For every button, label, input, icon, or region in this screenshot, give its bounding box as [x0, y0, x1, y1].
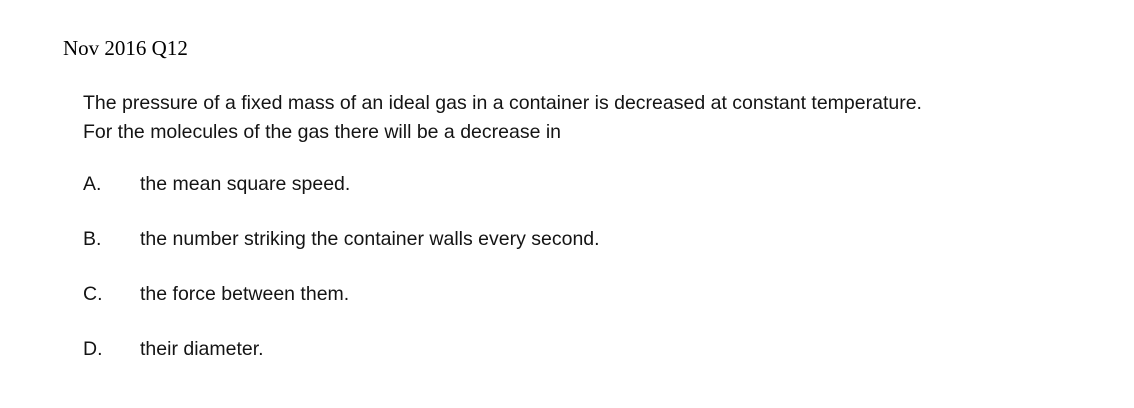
option-text: their diameter. [140, 338, 264, 360]
option-letter: C. [83, 283, 103, 305]
option-letter: A. [83, 173, 102, 195]
option-letter: B. [83, 228, 102, 250]
question-line-1: The pressure of a fixed mass of an ideal gas in a container is decreased at constant temperature. [83, 92, 922, 114]
option-d [83, 337, 264, 361]
option-a [83, 172, 350, 196]
question-reference: Nov 2016 Q12 [63, 36, 188, 60]
option-text: the force between them. [140, 283, 350, 305]
question-line-2: For the molecules of the gas there will be a decrease in [83, 121, 562, 143]
question-stem [83, 89, 922, 147]
option-c [83, 282, 349, 306]
option-text: the number striking the container walls every second. [140, 228, 600, 250]
option-text: the mean square speed. [140, 173, 351, 195]
option-b [83, 227, 600, 251]
option-letter: D. [83, 338, 103, 360]
